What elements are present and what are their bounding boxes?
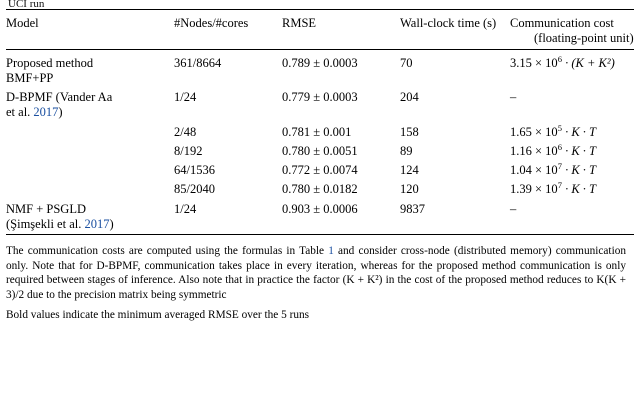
cell-rmse: 0.781 ± 0.001: [282, 124, 352, 139]
table-notes: [6, 244, 630, 323]
cell-rmse: 0.780 ± 0.0182: [282, 182, 358, 197]
model-name: Proposed method: [6, 55, 94, 70]
cell-nodes: 1/24: [174, 201, 197, 216]
cost-tail: · K · T: [561, 124, 596, 139]
cost-exponent: 7: [557, 160, 562, 171]
table-note-bold: Bold values indicate the minimum averaged RMSE over the 5 runs: [6, 309, 310, 322]
cell-model: [6, 180, 174, 199]
cell-rmse: 0.789 ± 0.0003: [282, 55, 358, 70]
cell-nodes: 64/1536: [174, 163, 215, 177]
column-header-wallclock: Wall-clock time (s): [400, 16, 497, 30]
table-reference-link[interactable]: 1: [328, 245, 334, 257]
cost-exponent: 7: [557, 180, 562, 191]
cell-model: [6, 161, 174, 180]
model-name: D-BPMF (Vander Aa: [6, 90, 113, 104]
cell-wallclock: 89: [400, 143, 413, 158]
table-row: [6, 88, 634, 123]
cost-mantissa: 1.04 × 10: [510, 163, 558, 177]
cell-cost: [510, 161, 634, 180]
model-name: NMF + PSGLD: [6, 201, 86, 216]
model-name-line2: BMF+PP: [6, 70, 54, 85]
cell-wallclock: 9837: [400, 201, 425, 216]
cell-nodes: 2/48: [174, 124, 197, 139]
cost-tail: · K · T: [561, 182, 596, 197]
cell-model: [6, 142, 174, 161]
table-row: [6, 123, 634, 142]
table-row: [6, 200, 634, 235]
model-name-line2: (Şimşekli et al.: [6, 216, 85, 231]
cell-wallclock: 158: [400, 124, 419, 139]
clipped-caption-text: UCI run: [8, 0, 45, 9]
cost-exponent: 5: [557, 122, 562, 133]
model-name-line2: et al.: [6, 105, 34, 120]
cell-nodes: 1/24: [174, 90, 197, 104]
model-name-line2-tail: ): [109, 216, 114, 231]
citation-link[interactable]: 2017: [33, 105, 59, 120]
cost-tail: · K · T: [561, 163, 596, 177]
citation-link[interactable]: 2017: [84, 216, 110, 231]
cell-wallclock: 120: [400, 182, 419, 197]
cell-cost: –: [510, 90, 517, 104]
table-rule-bottom: [6, 235, 634, 240]
cost-exponent: 6: [557, 141, 562, 152]
cell-cost: [510, 180, 634, 199]
cell-rmse: 0.779 ± 0.0003: [282, 90, 358, 104]
model-name-line2-tail: ): [58, 105, 63, 120]
cell-rmse: 0.772 ± 0.0074: [282, 163, 358, 177]
cell-model: [6, 88, 174, 123]
cost-mantissa: 1.39 × 10: [510, 182, 558, 197]
column-header-cost-sublabel: (floating-point unit): [534, 31, 634, 46]
cell-model: [6, 123, 174, 142]
cell-rmse: 0.903 ± 0.0006: [282, 201, 358, 216]
cell-cost: [510, 142, 634, 161]
table-note-primary: [6, 244, 626, 302]
column-header-model: Model: [6, 16, 39, 30]
cost-tail: · (K + K²): [561, 55, 615, 70]
cost-mantissa: 1.65 × 10: [510, 124, 558, 139]
note-text-after-ref: and consider cross-node (distributed memory) communication only. Note that for D-BPMF, communication takes place in every iteration, whereas for the proposed method communication is only required between stages of inference. Also note that in practice the factor (K + K²) in the cost of the proposed method reduces to K(K + 3)/2 due to the precision matrix being symmetric: [6, 245, 627, 301]
cell-cost: –: [510, 201, 517, 216]
cell-model: [6, 54, 174, 89]
table-row: [6, 180, 634, 199]
column-header-cost-label: Communication cost: [510, 16, 614, 30]
cell-cost: [510, 54, 634, 89]
cell-model: [6, 200, 174, 235]
cost-tail: · K · T: [561, 143, 596, 158]
cell-nodes: 85/2040: [174, 182, 215, 197]
cell-cost: [510, 123, 634, 142]
cell-wallclock: 70: [400, 55, 413, 70]
cost-mantissa: 1.16 × 10: [510, 143, 558, 158]
table-row: [6, 142, 634, 161]
cell-nodes: 361/8664: [174, 55, 222, 70]
column-header-rmse: RMSE: [282, 16, 317, 30]
table-header-row: [6, 14, 634, 49]
table-row: [6, 161, 634, 180]
cost-mantissa: 3.15 × 10: [510, 55, 558, 70]
column-header-nodes: #Nodes/#cores: [174, 16, 249, 30]
cell-nodes: 8/192: [174, 143, 203, 158]
cell-rmse: 0.780 ± 0.0051: [282, 143, 358, 158]
cost-exponent: 6: [557, 53, 562, 64]
column-header-cost: [510, 14, 634, 49]
cell-wallclock: 204: [400, 90, 419, 104]
note-text-before-ref: The communication costs are computed using the formulas in Table: [6, 245, 329, 257]
results-table: [6, 9, 634, 239]
cell-wallclock: 124: [400, 163, 419, 177]
table-row: [6, 54, 634, 89]
